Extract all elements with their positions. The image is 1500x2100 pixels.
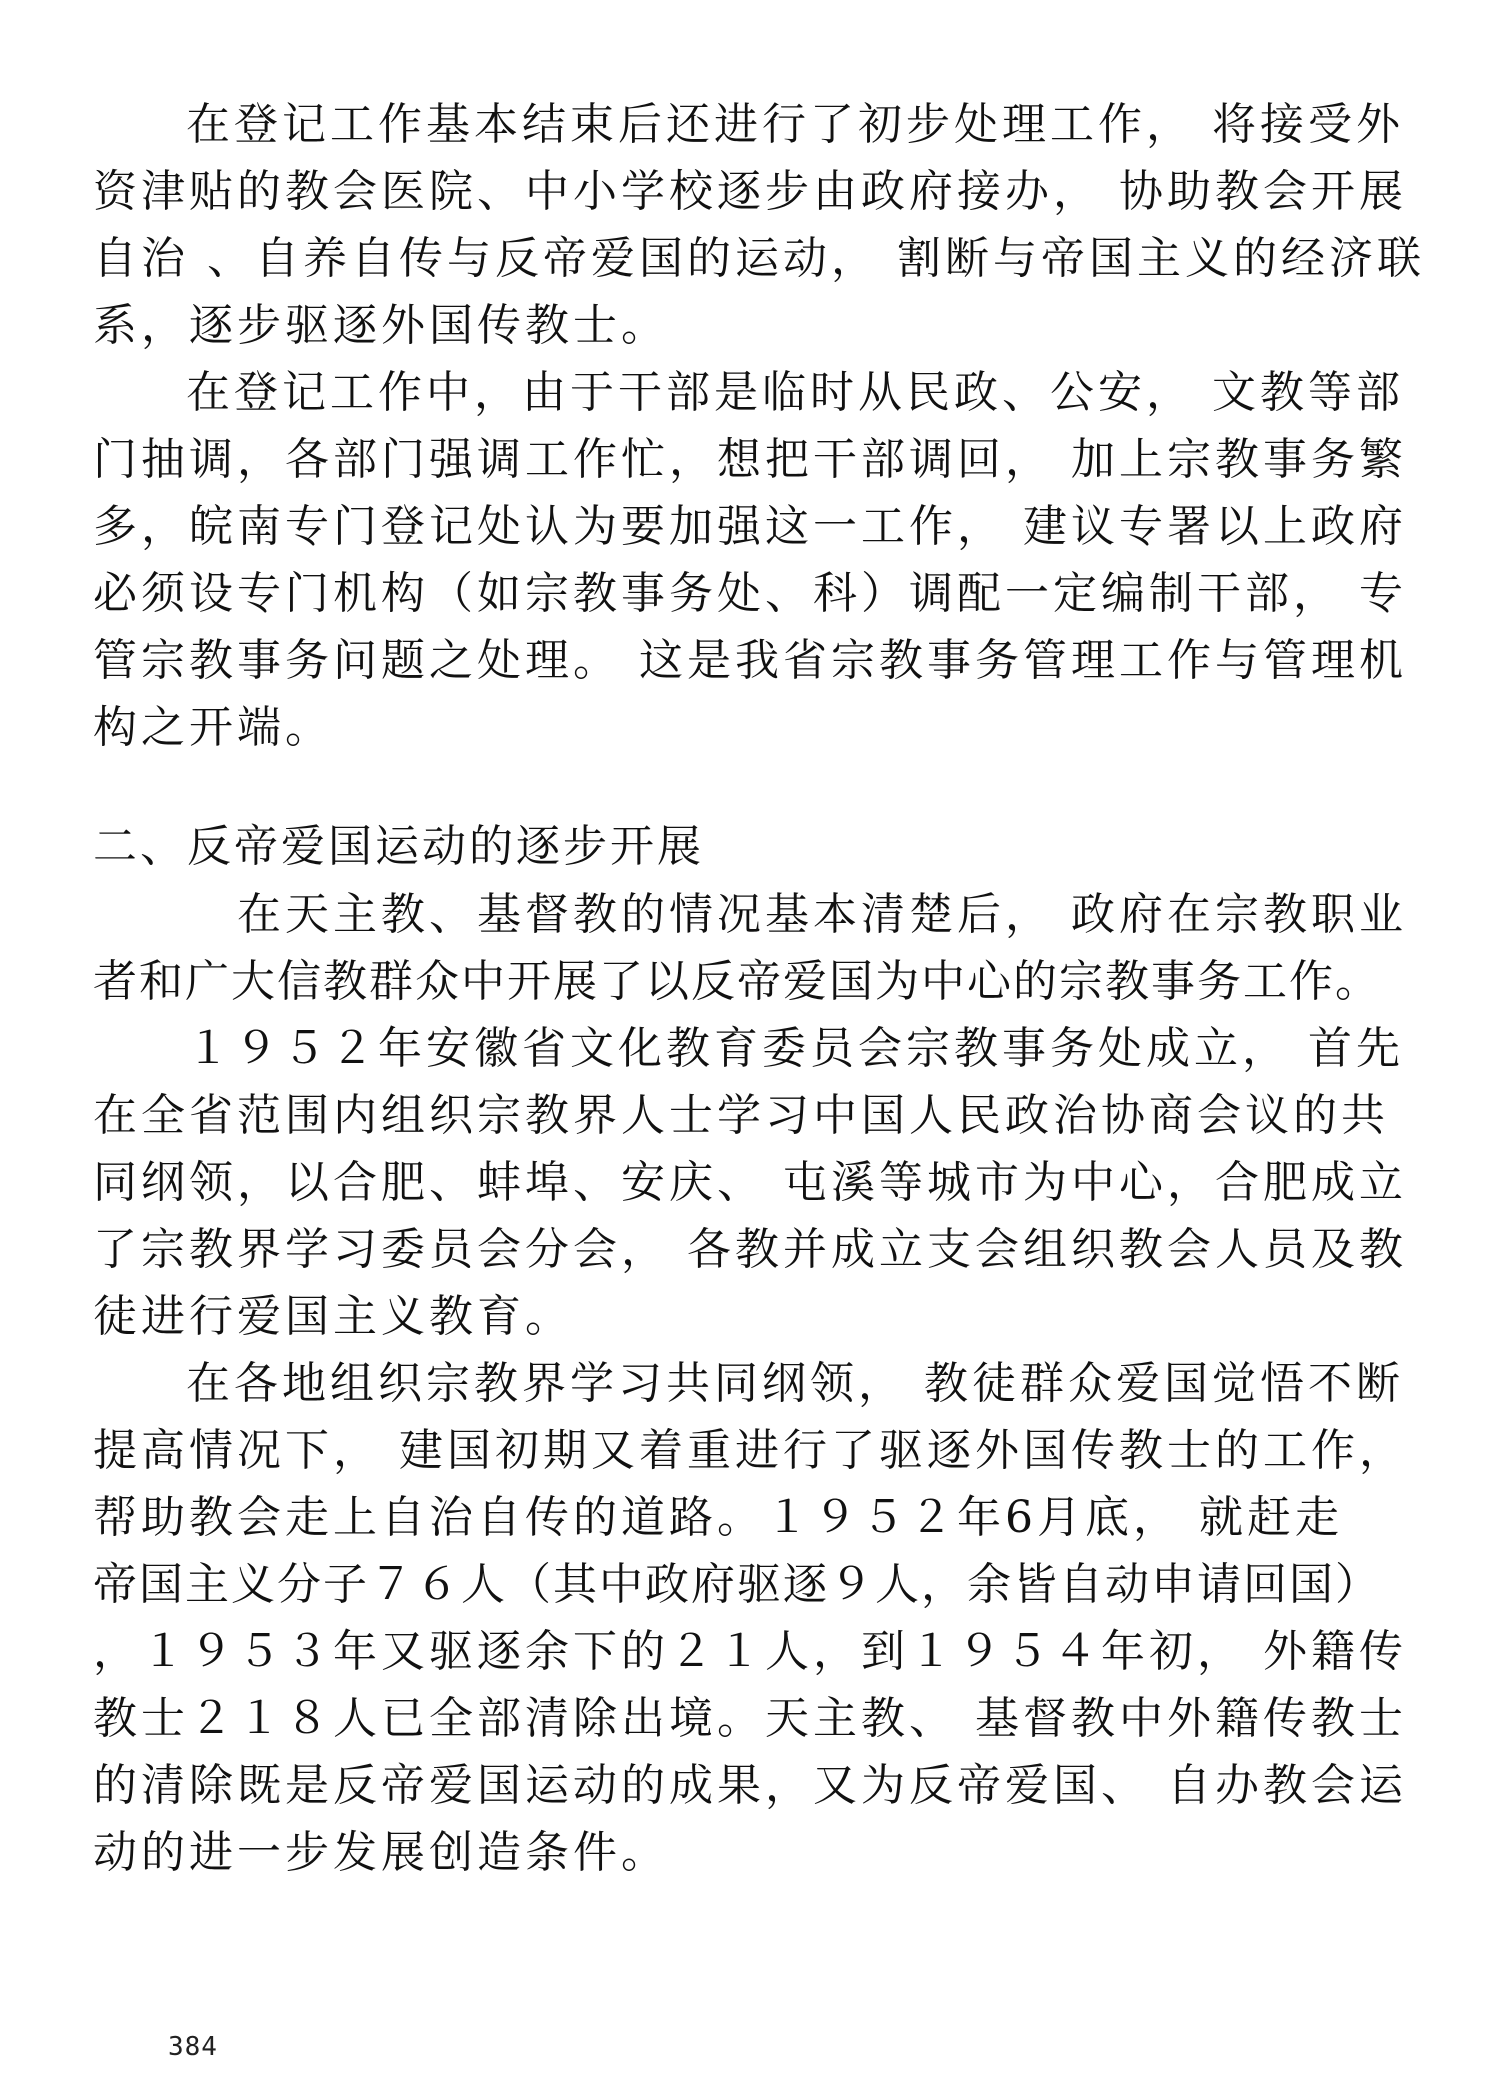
text-line: 多，皖南专门登记处认为要加强这一工作， 建议专署以上政府 (93, 501, 1407, 552)
text-line: ，１９５３年又驱逐余下的２１人，到１９５４年初， 外籍传 (93, 1626, 1407, 1677)
section-heading: 二、反帝爱国运动的逐步开展 (93, 821, 704, 872)
text-line: 提高情况下， 建国初期又着重进行了驱逐外国传教士的工作， (93, 1425, 1407, 1476)
text-line: 门抽调，各部门强调工作忙，想把干部调回， 加上宗教事务繁 (93, 434, 1407, 485)
text-line: 构之开端。 (93, 702, 333, 753)
text-line: 在登记工作中，由于干部是临时从民政、公安， 文教等部 (186, 367, 1404, 418)
text-line: 徒进行爱国主义教育。 (93, 1291, 573, 1342)
text-line: 必须设专门机构（如宗教事务处、科）调配一定编制干部， 专 (93, 568, 1407, 619)
text-line: 动的进一步发展创造条件。 (93, 1827, 669, 1878)
text-line: 的清除既是反帝爱国运动的成果，又为反帝爱国、 自办教会运 (93, 1760, 1407, 1811)
text-line: 管宗教事务问题之处理。 这是我省宗教事务管理工作与管理机 (93, 635, 1407, 686)
text-line: 了宗教界学习委员会分会， 各教并成立支会组织教会人员及教 (93, 1224, 1407, 1275)
text-line: 在各地组织宗教界学习共同纲领， 教徒群众爱国觉悟不断 (186, 1358, 1404, 1409)
text-line: 在登记工作基本结束后还进行了初步处理工作， 将接受外 (186, 99, 1404, 150)
text-line: 在天主教、基督教的情况基本清楚后， 政府在宗教职业 (237, 889, 1407, 940)
text-line: 者和广大信教群众中开展了以反帝爱国为中心的宗教事务工作。 (93, 956, 1381, 1007)
text-line: １９５２年安徽省文化教育委员会宗教事务处成立， 首先 (186, 1023, 1404, 1074)
text-line: 自治 、自养自传与反帝爱国的运动， 割断与帝国主义的经济联 (93, 233, 1425, 284)
text-line: 同纲领，以合肥、蚌埠、安庆、 屯溪等城市为中心，合肥成立 (93, 1157, 1407, 1208)
text-line: 系，逐步驱逐外国传教士。 (93, 300, 669, 351)
page-number: 384 (168, 2032, 218, 2062)
text-line: 帝国主义分子７６人（其中政府驱逐９人，余皆自动申请回国） (93, 1559, 1381, 1610)
text-line: 资津贴的教会医院、中小学校逐步由政府接办， 协助教会开展 (93, 166, 1407, 217)
text-line: 帮助教会走上自治自传的道路。１９５２年6月底， 就赶走 (93, 1492, 1343, 1543)
text-line: 在全省范围内组织宗教界人士学习中国人民政治协商会议的共 (93, 1090, 1389, 1141)
text-line: 教士２１８人已全部清除出境。天主教、 基督教中外籍传教士 (93, 1693, 1407, 1744)
